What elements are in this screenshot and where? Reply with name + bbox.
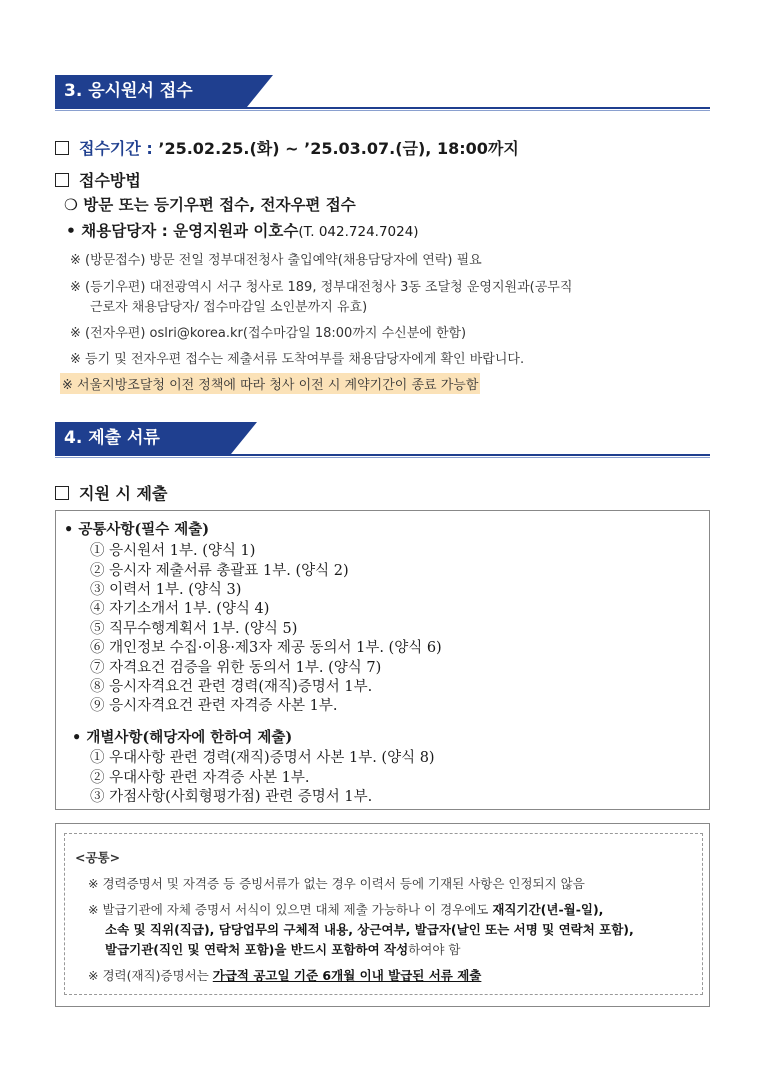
common-note-2-line1 [88,900,603,918]
common-item: ⑥ 개인정보 수집·이용·제3자 제공 동의서 1부. (양식 6) [90,640,442,656]
common-item: ④ 자기소개서 1부. (양식 4) [90,601,270,617]
common-item: ⑨ 응시자격요건 관련 자격증 사본 1부. [90,698,338,714]
common-item: ② 응시자 제출서류 총괄표 1부. (양식 2) [90,563,349,579]
method-label: 접수방법 [79,171,141,190]
section3-title: 3. 응시원서 접수 [55,75,247,107]
note3-text-b: 가급적 공고일 기준 6개월 이내 발급된 서류 제출 [212,968,482,983]
note-mail: ※ (등기우편) 대전광역시 서구 청사로 189, 정부대전청사 3동 조달청 운영지원과(공무직 [70,280,573,295]
contact-label: • 채용담당자 : 운영지원과 이호수 [66,222,299,240]
section3-rule-thin [55,110,710,111]
common-item: ⑧ 응시자격요건 관련 경력(재직)증명서 1부. [90,679,373,695]
note-visit: ※ (방문접수) 방문 전일 정부대전청사 출입예약(채용담당자에 연락) 필요 [70,253,482,268]
submit-heading: 지원 시 제출 [79,484,168,503]
period-label: 접수기간 : [79,139,153,158]
note2-text-b: 재직기간(년-월-일), [492,902,604,917]
common-note-1: ※ 경력증명서 및 자격증 등 증빙서류가 없는 경우 이력서 등에 기재된 사항은 인정되지 않음 [88,876,585,891]
individual-item: ③ 가점사항(사회형평가점) 관련 증명서 1부. [90,789,373,805]
common-item: ⑦ 자격요건 검증을 위한 동의서 1부. (양식 7) [90,660,382,676]
contact-phone: (T. 042.724.7024) [298,224,419,240]
note2-text-e: 하여야 함 [408,942,461,957]
individual-item: ① 우대사항 관련 경력(재직)증명서 사본 1부. (양식 8) [90,750,435,766]
checkbox-square-icon [55,486,69,500]
note-mail-cont: 근로자 채용담당자/ 접수마감일 소인분까지 유효) [90,300,368,315]
common-note-3 [88,966,481,984]
note-confirm: ※ 등기 및 전자우편 접수는 제출서류 도착여부를 채용담당자에게 확인 바랍니다. [70,352,525,367]
period-value: ’25.02.25.(화) ~ ’25.03.07.(금), 18:00까지 [158,139,519,158]
common-notes-label: <공통> [75,850,121,865]
highlight-note: ※ 서울지방조달청 이전 정책에 따라 청사 이전 시 계약기간이 종료 가능함 [60,373,480,394]
section3-header [55,75,710,111]
common-item: ③ 이력서 1부. (양식 3) [90,582,242,598]
section4-rule-thin [55,457,710,458]
section4-title: 4. 제출 서류 [55,422,231,454]
common-item: ⑤ 직무수행계획서 1부. (양식 5) [90,621,298,637]
method-desc: ❍ 방문 또는 등기우편 접수, 전자우편 접수 [64,196,356,214]
common-item: ① 응시원서 1부. (양식 1) [90,543,256,559]
common-note-2-line3 [105,940,460,958]
note3-text-a: ※ 경력(재직)증명서는 [88,968,213,983]
section3-rule [55,107,710,109]
checkbox-square-icon [55,173,69,187]
note2-text-a: ※ 발급기관에 자체 증명서 서식이 있으면 대체 제출 가능하나 이 경우에도 [88,902,493,917]
period-row [55,136,519,159]
common-note-2-line2 [105,920,634,938]
common-title: • 공통사항(필수 제출) [64,521,210,538]
checkbox-square-icon [55,141,69,155]
section4-header [55,422,710,458]
individual-title: • 개별사항(해당자에 한하여 제출) [72,729,293,746]
section4-rule [55,454,710,456]
submit-heading-row [55,481,167,504]
method-row [55,168,141,191]
note2-text-d: 발급기관(직인 및 연락처 포함)을 반드시 포함하여 작성 [105,942,409,957]
note2-text-c: 소속 및 직위(직급), 담당업무의 구체적 내용, 상근여부, 발급자(날인 또는 서명 및 연락처 포함), [105,922,634,937]
contact-row [66,219,419,241]
individual-item: ② 우대사항 관련 자격증 사본 1부. [90,770,310,786]
note-email: ※ (전자우편) oslri@korea.kr(접수마감일 18:00까지 수신분에 한함) [70,326,467,341]
